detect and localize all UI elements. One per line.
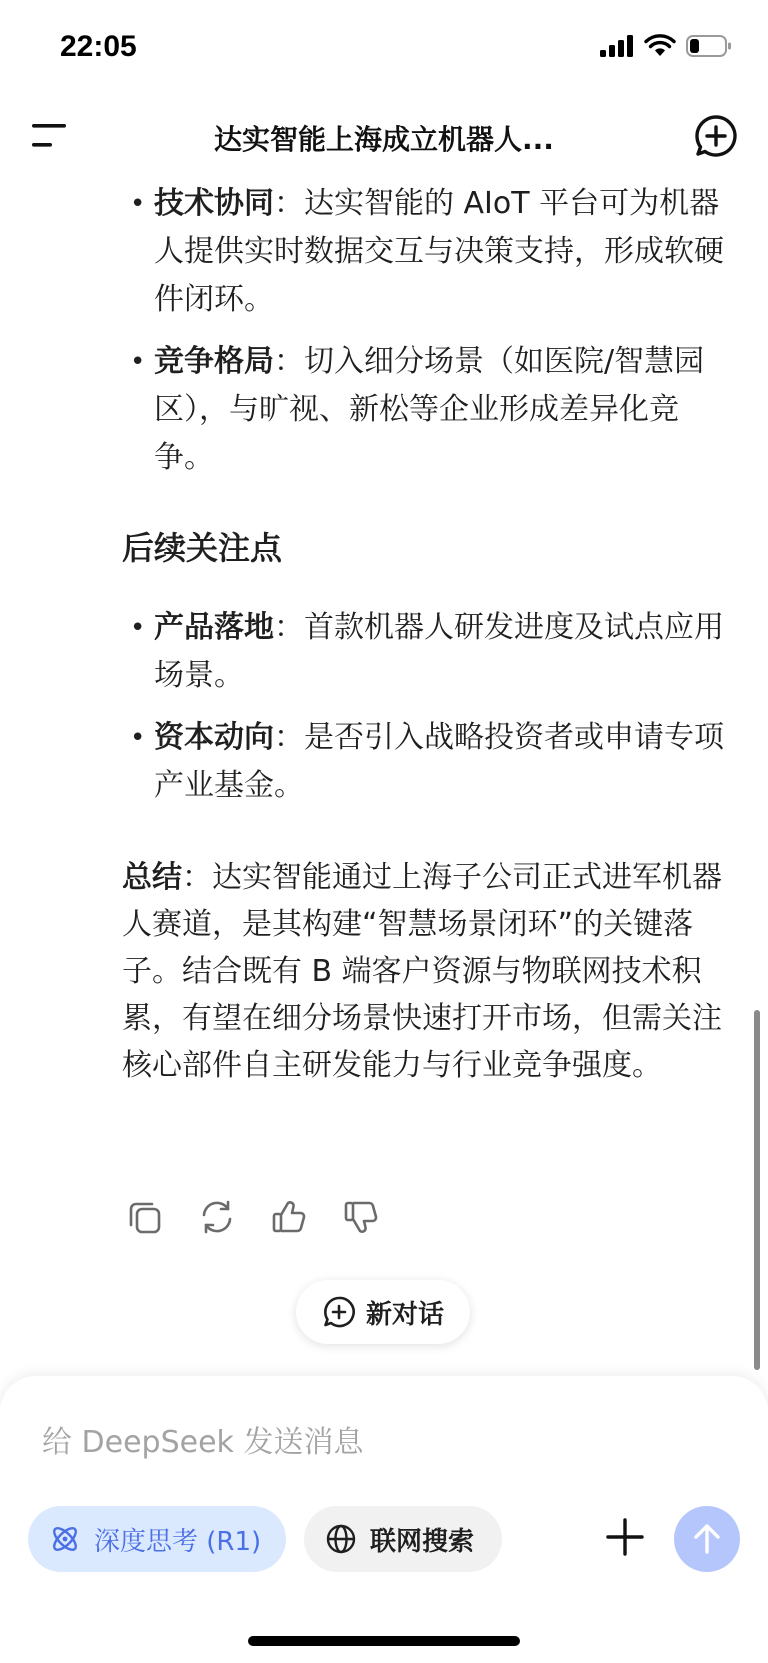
thumbs-down-button[interactable] (342, 1198, 380, 1236)
atom-icon (48, 1522, 82, 1556)
deep-think-toggle[interactable] (28, 1506, 286, 1572)
list-item-label: 竞争格局 (154, 344, 274, 379)
summary-label: 总结 (122, 860, 182, 895)
message-input[interactable] (40, 1416, 644, 1468)
scrollbar[interactable] (754, 1010, 760, 1370)
message-composer (0, 1376, 768, 1663)
list-item-label: 技术协同 (154, 186, 274, 221)
assistant-message (122, 180, 734, 1089)
new-chat-icon (692, 112, 740, 160)
attach-button[interactable] (602, 1514, 648, 1560)
list-item-text: ：达实智能的 AIoT 平台可为机器人提供实时数据交互与决策支持，形成软硬件闭环。 (154, 186, 724, 317)
plus-icon (602, 1514, 648, 1560)
thumbs-up-icon (270, 1198, 308, 1236)
message-actions (126, 1198, 380, 1236)
new-chat-icon (322, 1295, 356, 1329)
signal-icon (600, 35, 634, 57)
thumbs-down-icon (342, 1198, 380, 1236)
list-item-text: ：是否引入战略投资者或申请专项产业基金。 (154, 720, 724, 803)
thumbs-up-button[interactable] (270, 1198, 308, 1236)
new-chat-label: 新对话 (365, 1299, 444, 1330)
battery-icon (686, 34, 732, 58)
new-chat-button[interactable] (296, 1280, 470, 1344)
status-time: 22:05 (60, 30, 137, 63)
list-item (122, 180, 734, 324)
deep-think-label: 深度思考 (R1) (94, 1526, 262, 1557)
list-item-text: ：切入细分场景（如医院/智慧园区），与旷视、新松等企业形成差异化竞争。 (154, 344, 705, 475)
status-icons (600, 34, 732, 58)
summary-text: ：达实智能通过上海子公司正式进军机器人赛道，是其构建“智慧场景闭环”的关键落子。结合既有 B 端客户资源与物联网技术积累，有望在细分场景快速打开市场，但需关注核心部件自主研发能力与行业竞争强度。 (122, 860, 722, 1083)
regenerate-button[interactable] (198, 1198, 236, 1236)
list-item (122, 714, 734, 810)
home-indicator (248, 1636, 520, 1646)
web-search-toggle[interactable] (304, 1506, 502, 1572)
regenerate-icon (198, 1198, 236, 1236)
copy-icon (126, 1198, 164, 1236)
web-search-label: 联网搜索 (370, 1526, 475, 1557)
list-item (122, 338, 734, 482)
chat-header (0, 104, 768, 168)
copy-button[interactable] (126, 1198, 164, 1236)
send-button[interactable] (674, 1506, 740, 1572)
new-chat-icon-button[interactable] (692, 112, 740, 160)
summary-paragraph (122, 854, 734, 1089)
menu-icon (28, 118, 72, 154)
arrow-up-icon (690, 1522, 724, 1556)
globe-icon (324, 1522, 358, 1556)
list-item-label: 产品落地 (154, 610, 274, 645)
wifi-icon (644, 34, 676, 58)
list-item-label: 资本动向 (154, 720, 274, 755)
menu-button[interactable] (28, 118, 72, 154)
list-item-text: ：首款机器人研发进度及试点应用场景。 (154, 610, 724, 693)
status-bar (0, 0, 768, 96)
chat-title: 达实智能上海成立机器人... (214, 123, 554, 156)
list-item (122, 604, 734, 700)
section-heading: 后续关注点 (122, 529, 283, 567)
